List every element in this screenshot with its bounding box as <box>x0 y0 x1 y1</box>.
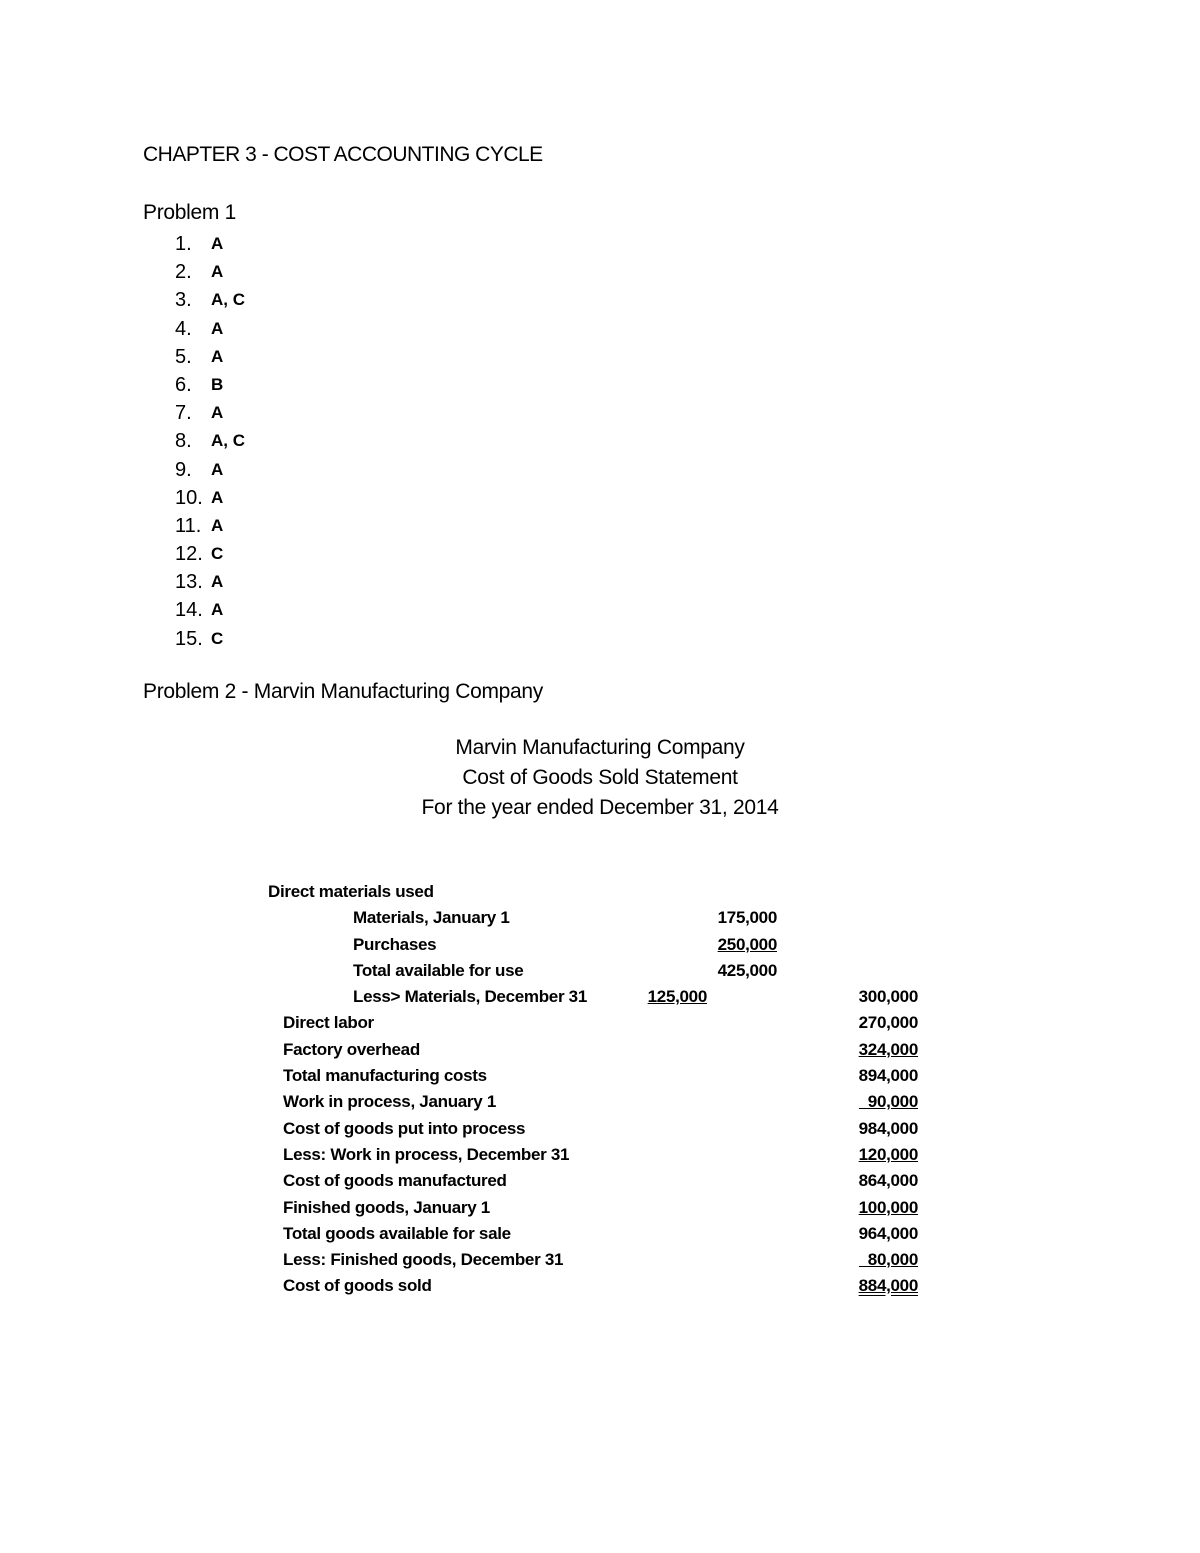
answer-item <box>175 258 245 286</box>
statement-row <box>0 1063 1200 1089</box>
row-label: Total available for use <box>353 960 524 980</box>
answer-number: 2. <box>175 261 192 284</box>
answer-value: C <box>211 544 224 564</box>
answer-number: 14. <box>175 599 203 622</box>
statement-row <box>0 1116 1200 1142</box>
answer-value: C <box>211 628 224 648</box>
cost-of-goods-sold-statement <box>0 879 1200 1300</box>
answer-value: A <box>211 318 224 338</box>
row-label: Finished goods, January 1 <box>283 1197 490 1217</box>
answer-item <box>175 315 245 343</box>
statement-row <box>0 1247 1200 1273</box>
answer-value: A, C <box>211 431 245 451</box>
statement-row <box>0 1142 1200 1168</box>
answer-item <box>175 484 245 512</box>
answer-item <box>175 371 245 399</box>
answer-value: A <box>211 572 224 592</box>
answer-item <box>175 568 245 596</box>
statement-row <box>0 1195 1200 1221</box>
row-label: Less: Finished goods, December 31 <box>283 1250 564 1270</box>
statement-row <box>0 1273 1200 1299</box>
row-amount: 270,000 <box>858 1013 918 1033</box>
row-label: Factory overhead <box>283 1039 420 1059</box>
answer-number: 7. <box>175 402 192 425</box>
row-amount: 300,000 <box>858 987 918 1007</box>
statement-period: For the year ended December 31, 2014 <box>421 796 779 819</box>
row-label: Purchases <box>353 934 437 954</box>
answer-value: A <box>211 459 224 479</box>
row-label: Direct materials used <box>268 882 434 901</box>
statement-row <box>0 958 1200 984</box>
answer-number: 13. <box>175 571 203 594</box>
row-amount: 425,000 <box>717 960 777 980</box>
statement-name: Cost of Goods Sold Statement <box>462 766 738 789</box>
row-amount: 100,000 <box>858 1197 918 1217</box>
row-label: Cost of goods sold <box>283 1276 432 1296</box>
row-amount: 250,000 <box>717 934 777 954</box>
row-amount: 864,000 <box>858 1171 918 1191</box>
answer-item <box>175 456 245 484</box>
statement-row <box>0 1010 1200 1036</box>
answer-number: 3. <box>175 289 192 312</box>
row-label: Less: Work in process, December 31 <box>283 1144 570 1164</box>
statement-row <box>0 1037 1200 1063</box>
statement-row <box>0 984 1200 1010</box>
answer-value: A <box>211 515 224 535</box>
statement-row <box>0 879 1200 905</box>
row-amount: 984,000 <box>858 1118 918 1138</box>
answer-item <box>175 343 245 371</box>
row-amount: 90,000 <box>858 1092 918 1112</box>
answer-item <box>175 512 245 540</box>
answer-value: A, C <box>211 290 245 310</box>
row-amount: 884,000 <box>858 1276 918 1296</box>
answer-value: B <box>211 374 224 394</box>
answer-value: A <box>211 346 224 366</box>
row-label: Work in process, January 1 <box>283 1092 496 1112</box>
problem1-title: Problem 1 <box>143 201 237 224</box>
answer-number: 1. <box>175 233 192 255</box>
row-amount: 324,000 <box>858 1039 918 1059</box>
answer-item <box>175 399 245 427</box>
answer-item <box>175 596 245 624</box>
answer-value: A <box>211 487 224 507</box>
answer-value: A <box>211 234 224 253</box>
row-amount: 894,000 <box>858 1066 918 1086</box>
answer-number: 11. <box>175 514 202 537</box>
statement-row <box>0 1168 1200 1194</box>
row-amount: 80,000 <box>858 1250 918 1270</box>
row-label: Cost of goods put into process <box>283 1118 526 1138</box>
statement-row <box>0 905 1200 931</box>
row-label: Materials, January 1 <box>353 908 510 928</box>
answer-item <box>175 427 245 455</box>
row-label: Cost of goods manufactured <box>283 1171 507 1191</box>
problem1-answer-list <box>175 230 245 653</box>
row-inner-amount: 125,000 <box>647 987 707 1007</box>
row-amount: 964,000 <box>858 1223 918 1243</box>
answer-number: 15. <box>175 627 203 650</box>
answer-number: 4. <box>175 317 192 340</box>
row-label: Total goods available for sale <box>283 1223 511 1243</box>
answer-item <box>175 540 245 568</box>
answer-value: A <box>211 600 224 620</box>
chapter-title: CHAPTER 3 - COST ACCOUNTING CYCLE <box>143 143 543 166</box>
answer-number: 8. <box>175 430 192 453</box>
answer-number: 6. <box>175 373 192 396</box>
answer-item <box>175 286 245 314</box>
problem2-title: Problem 2 - Marvin Manufacturing Company <box>143 680 544 703</box>
answer-number: 12. <box>175 543 203 566</box>
answer-value: A <box>211 403 224 423</box>
statement-row <box>0 932 1200 958</box>
answer-number: 9. <box>175 458 192 481</box>
answer-number: 10. <box>175 486 203 509</box>
answer-number: 5. <box>175 345 192 368</box>
row-amount: 175,000 <box>717 908 777 928</box>
statement-row <box>0 1221 1200 1247</box>
statement-row <box>0 1089 1200 1115</box>
answer-item <box>175 625 245 653</box>
row-label: Direct labor <box>283 1013 374 1033</box>
statement-company: Marvin Manufacturing Company <box>455 736 745 759</box>
answer-value: A <box>211 262 224 282</box>
row-label: Less> Materials, December 31 <box>353 987 587 1007</box>
row-amount: 120,000 <box>858 1144 918 1164</box>
answer-item <box>175 230 245 258</box>
row-label: Total manufacturing costs <box>283 1066 487 1086</box>
